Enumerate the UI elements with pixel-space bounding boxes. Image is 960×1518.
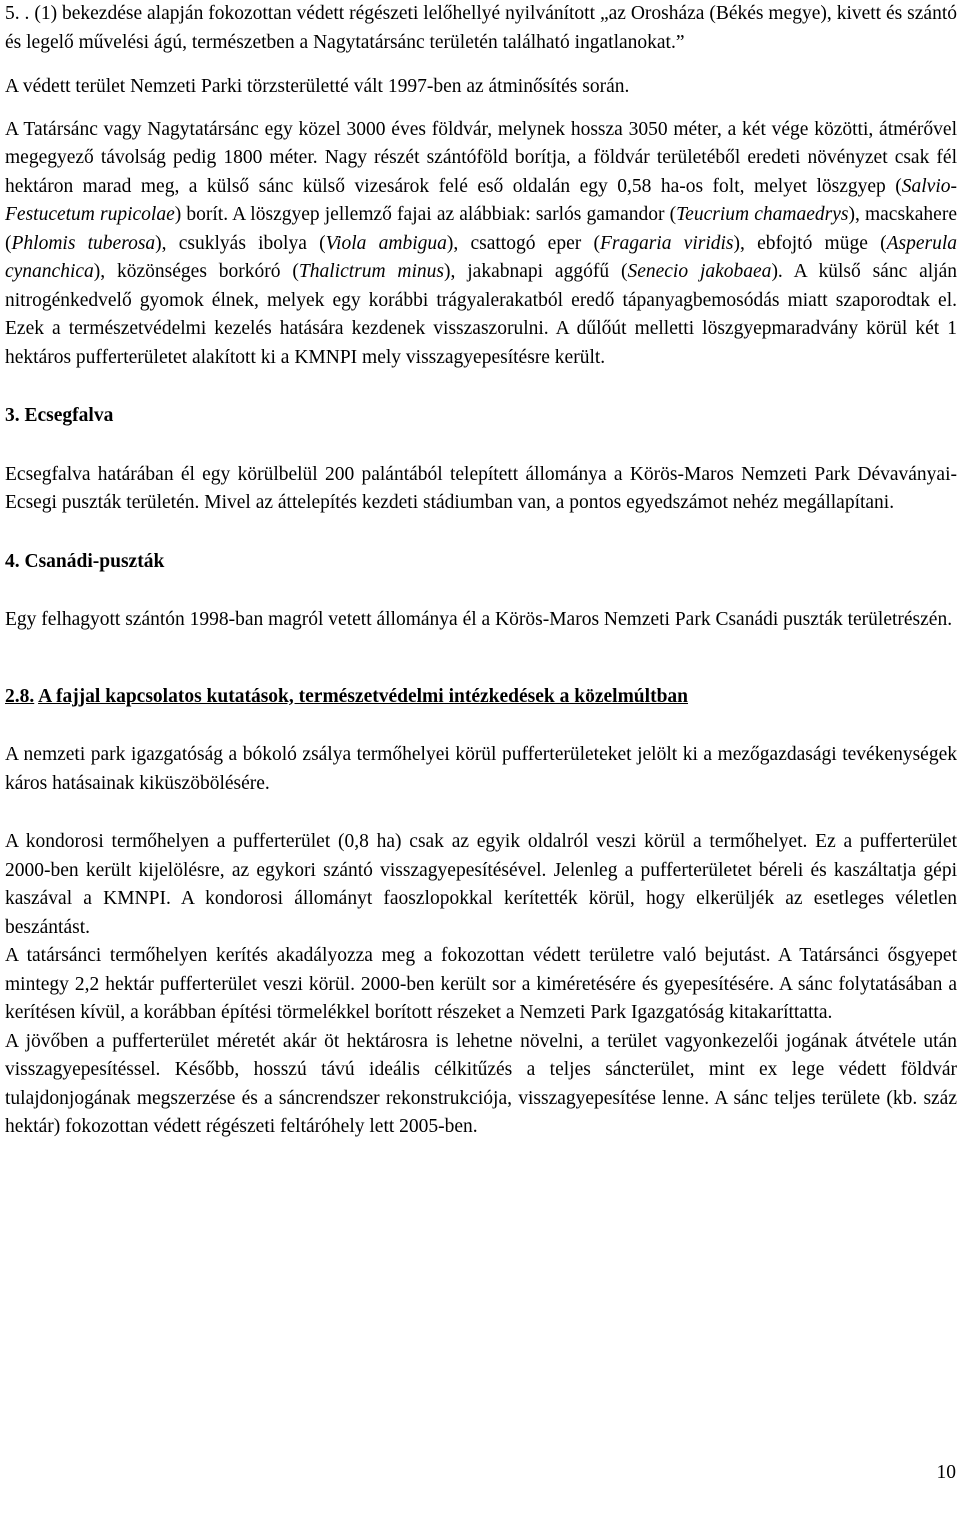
paragraph-ecsegfalva: Ecsegfalva határában él egy körülbelül 200 palántából telepített állománya a Körös-Maros Nemzeti Park Dévaványai-Ecsegi puszták területén. Mivel az áttelepítés kezdeti stádiumban van, a pontos egyedszámot nehéz megállapítani.	[5, 463, 957, 513]
paragraph-protected-area: A védett terület Nemzeti Parki törzsterületté vált 1997-ben az átminősítés során.	[5, 76, 630, 97]
paragraph-buffer-zones: A nemzeti park igazgatóság a bókoló zsálya termőhelyei körül pufferterületeket jelölt ki a mezőgazdasági tevékenységek káros hatásainak kiküszöbölésére.	[5, 744, 957, 794]
heading-csanadi: 4. Csanádi-puszták	[5, 550, 165, 572]
paragraph-tatarsanc-fence: A tatársánci termőhelyen kerítés akadályozza meg a fokozottan védett területre való bejutást. A Tatársánci ősgyepet mintegy 2,2 hektár pufferterület veszi körül. 2000-ben került sor a kiméretésére és gyepesítésére. A sánc folytatásában a kerítésen kívül, a korábban építési törmelékkel borított részeket a Nemzeti Park Igazgatóság kitakaríttatta.	[5, 945, 957, 1023]
document-page	[5, 0, 957, 1142]
paragraph-tatarsanc: A Tatársánc vagy Nagytatársánc egy közel 3000 éves földvár, melynek hossza 3050 méter, a két vége közötti, átmérővel megegyező távolság pedig 1800 méter. Nagy részét szántóföld borítja, a földvár területéből eredeti növényzet csak fél hektáron marad meg, a külső sánc külső vizesárok felé eső oldalán egy 0,58 ha-os folt, melyet löszgyep (Salvio-Festucetum rupicolae) borít. A löszgyep jellemző fajai az alábbiak: sarlós gamandor (Teucrium chamaedrys), macskahere (Phlomis tuberosa), csuklyás ibolya (Viola ambigua), csattogó eper (Fragaria viridis), ebfojtó müge (Asperula cynanchica), közönséges borkóró (Thalictrum minus), jakabnapi aggófű (Senecio jakobaea). A külső sánc alján nitrogénkedvelő gyomok élnek, melyek egy korábbi trágyalerakatból eredő tápanyagbemosódás miatt szaporodtak el. Ezek a természetvédelmi kezelés hatására kezdenek visszaszorulni. A dűlőút melletti löszgyepmaradvány körül két 1 hektáros pufferterületet alakított ki a KMNPI mely visszagyepesítésre került.	[5, 118, 958, 368]
paragraph-future: A jövőben a pufferterület méretét akár öt hektárosra is lehetne növelni, a terület vagyonkezelői jogának átvétele után visszagyepesítéssel. Később, hosszú távú ideális célkitűzés a teljes sáncterület, mint ex lege védett földvár tulajdonjogának megszerzése és a sáncrendszer rekonstrukciója, visszagyepesítése lenne. A sánc teljes területe (kb. száz hektár) fokozottan védett régészeti feltáróhely lett 2005-ben.	[5, 1030, 957, 1137]
page-number: 10	[936, 1462, 956, 1483]
heading-ecsegfalva: 3. Ecsegfalva	[5, 405, 114, 426]
paragraph-csanadi: Egy felhagyott szántón 1998-ban magról vetett állománya él a Körös-Maros Nemzeti Park Csanádi puszták területrészén.	[5, 609, 953, 630]
section-heading: 2.8. A fajjal kapcsolatos kutatások, természetvédelmi intézkedések a közelmúltban	[5, 685, 689, 707]
paragraph-kondoros: A kondorosi termőhelyen a pufferterület (0,8 ha) csak az egyik oldalról veszi körül a termőhelyet. Ez a pufferterület 2000-ben került kijelölésre, az egykori szántó visszagyepesítésével. Jelenleg a pufferterületet béreli és kaszáltatja gépi kaszával a KMNPI. A kondorosi állományt faoszlopokkal kerítették körül, hogy elkerüljék az esetleges véletlen beszántást.	[5, 831, 957, 938]
decree-ref: 5. .	[5, 3, 30, 24]
paragraph-decree	[5, 0, 957, 57]
decree-text: (1) bekezdése alapján fokozottan védett régészeti lelőhellyé nyilvánított „az Orosháza (Békés megye), kivett és szántó és legelő művelési ágú, természetben a Nagytatársánc területén található ingatlanokat.”	[5, 3, 957, 53]
